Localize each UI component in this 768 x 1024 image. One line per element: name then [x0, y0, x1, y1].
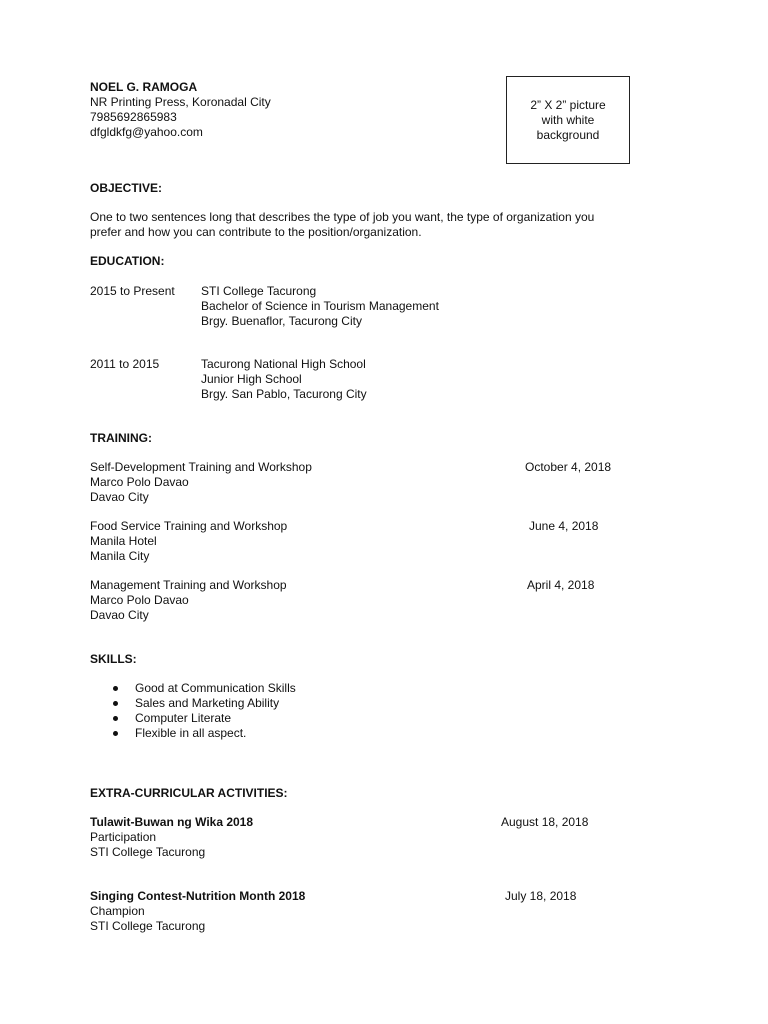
skill-text: Good at Communication Skills [135, 681, 296, 695]
activity-title: Tulawit-Buwan ng Wika 2018 [90, 815, 254, 829]
activity-date: July 18, 2018 [505, 889, 577, 903]
activity-role: Champion [90, 904, 145, 918]
activity-title: Singing Contest-Nutrition Month 2018 [90, 889, 306, 903]
photo-placeholder-line: 2” X 2” picture [530, 97, 606, 112]
training-city: Manila City [90, 549, 150, 563]
training-date: October 4, 2018 [525, 460, 612, 474]
training-title: Self-Development Training and Workshop [90, 460, 312, 474]
photo-placeholder-line: with white [541, 112, 595, 127]
list-item [90, 696, 296, 711]
skills-list [90, 681, 296, 741]
photo-placeholder-line: background [536, 127, 600, 142]
training-city: Davao City [90, 490, 149, 504]
education-program: Junior High School [201, 372, 302, 386]
education-heading: EDUCATION: [90, 254, 165, 268]
objective-line: One to two sentences long that describes the type of job you want, the type of organization you [90, 210, 595, 224]
education-location: Brgy. San Pablo, Tacurong City [201, 387, 367, 401]
training-title: Management Training and Workshop [90, 578, 287, 592]
activity-org: STI College Tacurong [90, 919, 206, 933]
contact-block [90, 80, 271, 140]
training-venue: Marco Polo Davao [90, 593, 189, 607]
activity-role: Participation [90, 830, 157, 844]
training-heading: TRAINING: [90, 431, 152, 445]
photo-placeholder [506, 76, 630, 164]
education-years: 2015 to Present [90, 284, 175, 298]
skill-text: Flexible in all aspect. [135, 726, 247, 740]
applicant-address: NR Printing Press, Koronadal City [90, 95, 271, 109]
objective-line: prefer and how you can contribute to the position/organization. [90, 225, 422, 239]
bullet-icon [113, 716, 118, 721]
list-item [90, 711, 296, 726]
applicant-phone: 7985692865983 [90, 110, 177, 124]
bullet-icon [113, 686, 118, 691]
applicant-email: dfgldkfg@yahoo.com [90, 125, 203, 139]
objective-text [90, 210, 594, 240]
extracurricular-heading: EXTRA-CURRICULAR ACTIVITIES: [90, 786, 288, 800]
list-item [90, 681, 296, 696]
education-location: Brgy. Buenaflor, Tacurong City [201, 314, 362, 328]
training-title: Food Service Training and Workshop [90, 519, 288, 533]
training-date: April 4, 2018 [527, 578, 595, 592]
training-entry [90, 460, 312, 505]
training-city: Davao City [90, 608, 149, 622]
education-program: Bachelor of Science in Tourism Management [201, 299, 439, 313]
objective-heading: OBJECTIVE: [90, 181, 163, 195]
activity-date: August 18, 2018 [501, 815, 589, 829]
skill-text: Sales and Marketing Ability [135, 696, 280, 710]
education-school: Tacurong National High School [201, 357, 366, 371]
skills-heading: SKILLS: [90, 652, 137, 666]
education-years: 2011 to 2015 [90, 357, 160, 371]
bullet-icon [113, 701, 118, 706]
training-entry [90, 578, 287, 623]
bullet-icon [113, 731, 118, 736]
activity-entry [90, 815, 253, 860]
training-venue: Marco Polo Davao [90, 475, 189, 489]
training-date: June 4, 2018 [529, 519, 599, 533]
list-item [90, 726, 296, 741]
education-school: STI College Tacurong [201, 284, 317, 298]
training-venue: Manila Hotel [90, 534, 157, 548]
training-entry [90, 519, 287, 564]
applicant-name: NOEL G. RAMOGA [90, 80, 198, 94]
activity-org: STI College Tacurong [90, 845, 206, 859]
activity-entry [90, 889, 305, 934]
skill-text: Computer Literate [135, 711, 232, 725]
